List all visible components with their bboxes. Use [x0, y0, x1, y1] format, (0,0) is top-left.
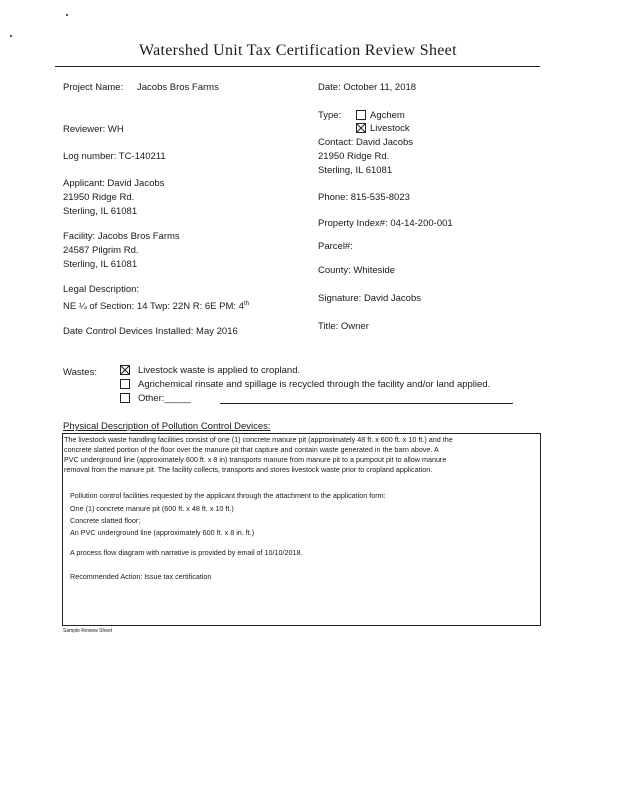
checkmark-x-icon — [121, 366, 129, 374]
project-name-value: Jacobs Bros Farms — [137, 82, 219, 93]
type-livestock-checkbox[interactable] — [356, 123, 366, 133]
scan-speck — [10, 35, 12, 37]
footer-label: Sample Review Sheet — [63, 628, 113, 634]
description-line-1: The livestock waste handling facilities consist of one (1) concrete manure pit (approximately 48 ft. x 600 ft. x 10 ft.) and the — [64, 435, 453, 444]
phone-field: Phone: 815-535-8023 — [318, 192, 410, 203]
type-agchem-checkbox[interactable] — [356, 110, 366, 120]
type-agchem-label: Agchem — [370, 110, 405, 121]
waste-agrichemical-label: Agrichemical rinsate and spillage is recycled through the facility and/or land applied. — [138, 379, 491, 390]
contact-name: Contact: David Jacobs — [318, 137, 414, 148]
applicant-address-line1: 21950 Ridge Rd. — [63, 192, 135, 203]
county-field: County: Whiteside — [318, 265, 396, 276]
applicant-name: Applicant: David Jacobs — [63, 178, 165, 189]
requested-item-1: One (1) concrete manure pit (600 ft. x 48 ft. x 10 ft.) — [70, 504, 234, 513]
checkmark-x-icon — [357, 124, 365, 132]
signature-field: Signature: David Jacobs — [318, 293, 421, 304]
waste-livestock-label: Livestock waste is applied to cropland. — [138, 365, 301, 376]
requested-item-3: An PVC underground line (approximately 600 ft. x 8 in. ft.) — [70, 528, 255, 537]
parcel-field: Parcel#: — [318, 241, 353, 252]
project-name-label: Project Name: — [63, 82, 124, 93]
date-installed-field: Date Control Devices Installed: May 2016 — [63, 326, 238, 337]
description-line-4: removal from the manure pit. The facility collects, transports and stores livestock waste prior to cropland application. — [64, 465, 433, 474]
requested-intro: Pollution control facilities requested by the applicant through the attachment to the application form: — [70, 491, 386, 500]
scan-speck — [66, 14, 68, 16]
legal-description-value: NE ¼ of Section: 14 Twp: 22N R: 6E PM: 4th — [63, 301, 249, 313]
type-label: Type: — [318, 110, 342, 121]
log-number-field: Log number: TC-140211 — [63, 151, 166, 162]
waste-other-label: Other:_____ — [138, 393, 191, 404]
recommended-action: Recommended Action: Issue tax certification — [70, 572, 212, 581]
waste-other-blank-line — [220, 403, 513, 404]
flow-diagram-note: A process flow diagram with narrative is provided by email of 10/10/2018. — [70, 548, 303, 557]
waste-agrichemical-checkbox[interactable] — [120, 379, 130, 389]
contact-address-line2: Sterling, IL 61081 — [318, 165, 393, 176]
applicant-address-line2: Sterling, IL 61081 — [63, 206, 138, 217]
title-field: Title: Owner — [318, 321, 369, 332]
page-title: Watershed Unit Tax Certification Review Sheet — [139, 42, 457, 59]
description-line-2: concrete slatted portion of the floor over the manure pit that capture and contain waste generated in the barn above. A — [64, 445, 439, 454]
requested-item-2: Concrete slatted floor; — [70, 516, 141, 525]
date-field: Date: October 11, 2018 — [318, 82, 417, 93]
reviewer-field: Reviewer: WH — [63, 124, 124, 135]
legal-description-label: Legal Description: — [63, 284, 140, 295]
property-index-field: Property Index#: 04-14-200-001 — [318, 218, 453, 229]
type-livestock-label: Livestock — [370, 123, 410, 134]
facility-name: Facility: Jacobs Bros Farms — [63, 231, 180, 242]
physical-description-heading: Physical Description of Pollution Control Devices: — [63, 421, 271, 432]
waste-livestock-checkbox[interactable] — [120, 365, 130, 375]
waste-other-checkbox[interactable] — [120, 393, 130, 403]
facility-address-line2: Sterling, IL 61081 — [63, 259, 138, 270]
wastes-label: Wastes: — [63, 367, 97, 378]
contact-address-line1: 21950 Ridge Rd. — [318, 151, 390, 162]
description-line-3: PVC underground line (approximately 600 ft. x 8 in) transports manure from manure pit to a pumpout pit to allow manure — [64, 455, 447, 464]
title-divider — [55, 66, 540, 67]
facility-address-line1: 24587 Pilgrim Rd. — [63, 245, 139, 256]
